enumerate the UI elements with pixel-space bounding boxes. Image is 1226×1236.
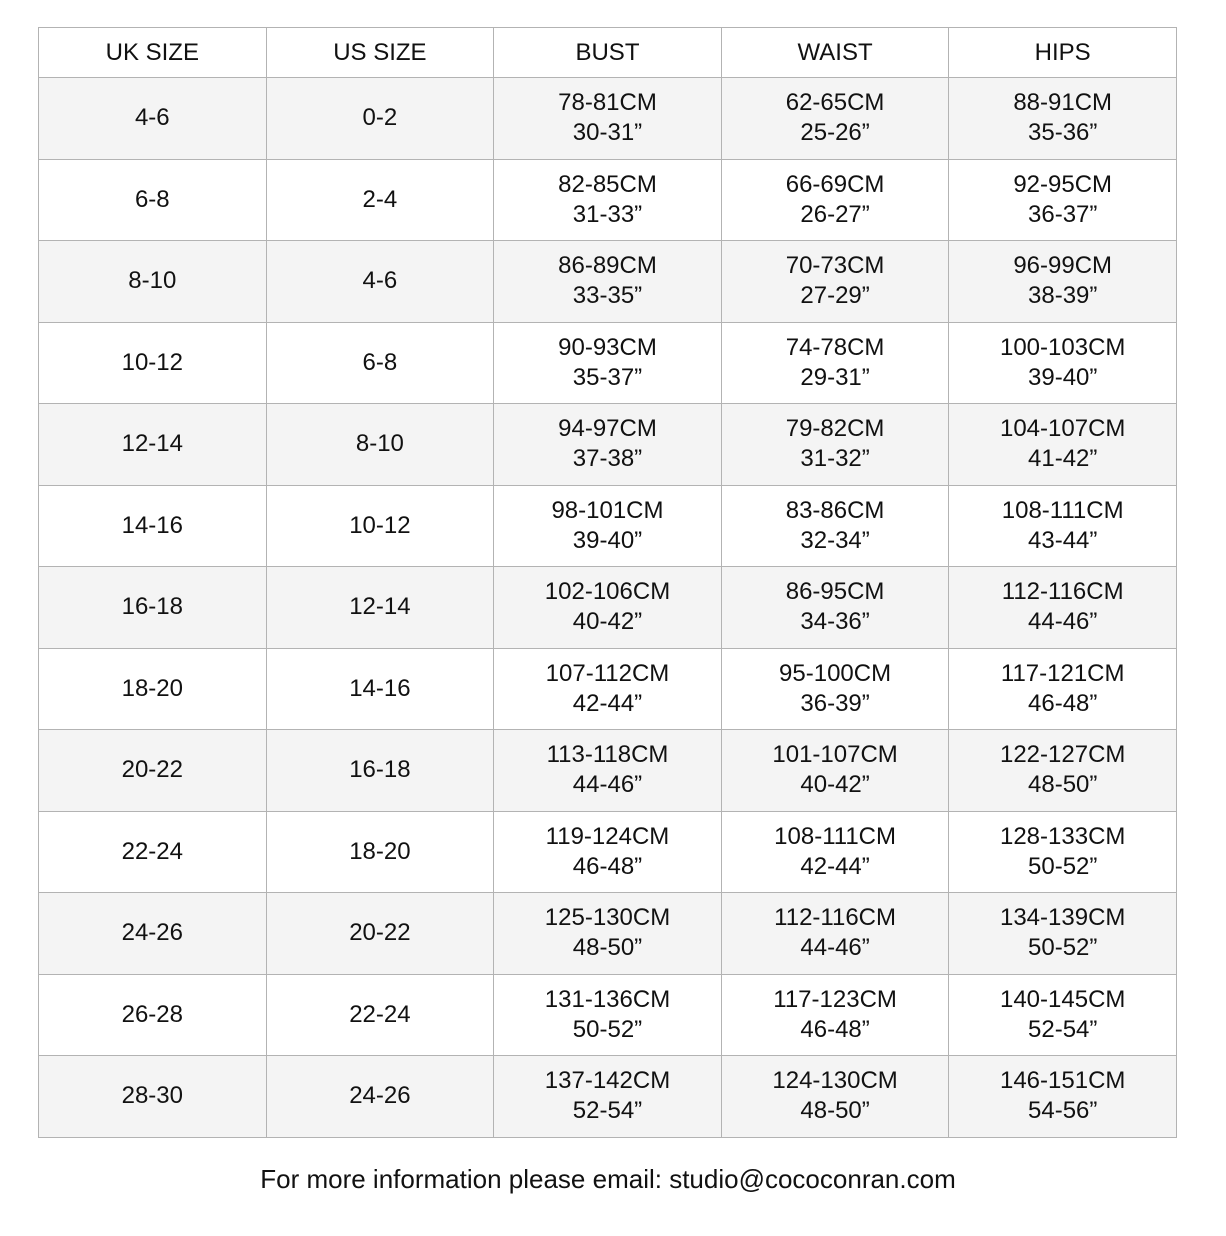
table-row <box>39 241 1177 323</box>
waist-cell-value: 40-42” <box>800 771 870 799</box>
us-size-cell-value: 22-24 <box>349 1000 411 1028</box>
waist-cell-value: 25-26” <box>800 119 870 147</box>
waist-cell <box>721 1056 949 1138</box>
header-waist: WAIST <box>721 28 949 78</box>
bust-cell-value: 30-31” <box>572 119 643 147</box>
waist-cell <box>721 648 949 730</box>
bust-cell-value: 31-33” <box>572 200 643 228</box>
uk-size-cell-value: 12-14 <box>121 430 183 458</box>
waist-cell-value: 117-123CM <box>773 985 897 1013</box>
footer-note <box>0 1164 1216 1195</box>
bust-cell <box>494 648 722 730</box>
us-size-cell-value: 0-2 <box>362 104 398 132</box>
us-size-cell <box>266 159 494 241</box>
bust-cell-value: 50-52” <box>572 1015 643 1043</box>
table-row <box>39 78 1177 160</box>
hips-cell-value: 36-37” <box>1028 200 1098 228</box>
header-us-size: US SIZE <box>266 28 494 78</box>
bust-cell-value: 107-112CM <box>545 659 670 687</box>
uk-size-cell <box>39 404 267 486</box>
waist-cell-value: 44-46” <box>800 934 870 962</box>
bust-cell-value: 52-54” <box>572 1097 643 1125</box>
hips-cell-value: 100-103CM <box>999 333 1126 361</box>
waist-cell-value: 26-27” <box>800 200 870 228</box>
waist-cell-value: 34-36” <box>800 608 870 636</box>
uk-size-cell-value: 4-6 <box>134 104 170 132</box>
table-row <box>39 322 1177 404</box>
us-size-cell-value: 20-22 <box>349 919 411 947</box>
uk-size-cell-value: 18-20 <box>121 674 183 702</box>
hips-cell <box>949 974 1177 1056</box>
hips-cell <box>949 78 1177 160</box>
uk-size-cell <box>39 811 267 893</box>
bust-cell-value: 39-40” <box>572 526 643 554</box>
bust-cell-value: 98-101CM <box>551 496 664 524</box>
bust-cell <box>494 159 722 241</box>
bust-cell-value: 113-118CM <box>546 741 669 769</box>
waist-cell-value: 79-82CM <box>785 415 885 443</box>
us-size-cell <box>266 241 494 323</box>
table-row <box>39 1056 1177 1138</box>
header-row <box>39 28 1177 78</box>
waist-cell-value: 31-32” <box>800 445 870 473</box>
bust-cell <box>494 78 722 160</box>
hips-cell-value: 35-36” <box>1028 119 1098 147</box>
waist-cell-value: 62-65CM <box>785 89 885 117</box>
us-size-cell <box>266 811 494 893</box>
hips-cell-value: 134-139CM <box>999 904 1126 932</box>
hips-cell-value: 44-46” <box>1028 608 1098 636</box>
bust-cell-value: 46-48” <box>572 852 643 880</box>
waist-cell-value: 29-31” <box>800 363 870 391</box>
hips-cell-value: 54-56” <box>1028 1097 1098 1125</box>
uk-size-cell <box>39 78 267 160</box>
hips-cell <box>949 485 1177 567</box>
hips-cell-value: 112-116CM <box>1001 578 1124 606</box>
hips-cell <box>949 811 1177 893</box>
waist-cell-value: 101-107CM <box>772 741 898 769</box>
us-size-cell-value: 4-6 <box>362 267 398 295</box>
table-row <box>39 485 1177 567</box>
us-size-cell <box>266 322 494 404</box>
waist-cell-value: 83-86CM <box>785 496 885 524</box>
hips-cell-value: 104-107CM <box>999 415 1126 443</box>
bust-cell <box>494 974 722 1056</box>
uk-size-cell-value: 16-18 <box>121 593 183 621</box>
bust-cell <box>494 241 722 323</box>
waist-cell-value: 112-116CM <box>774 904 896 932</box>
header-uk-size: UK SIZE <box>39 28 267 78</box>
bust-cell-value: 90-93CM <box>558 333 657 361</box>
hips-cell-value: 52-54” <box>1028 1015 1098 1043</box>
us-size-cell-value: 8-10 <box>355 430 404 458</box>
hips-cell <box>949 1056 1177 1138</box>
us-size-cell-value: 6-8 <box>362 348 398 376</box>
hips-cell-value: 88-91CM <box>1013 89 1113 117</box>
us-size-cell <box>266 404 494 486</box>
hips-cell-value: 50-52” <box>1028 852 1098 880</box>
uk-size-cell <box>39 730 267 812</box>
uk-size-cell-value: 26-28 <box>121 1000 183 1028</box>
bust-cell <box>494 404 722 486</box>
us-size-cell-value: 16-18 <box>349 756 411 784</box>
hips-cell-value: 39-40” <box>1028 363 1098 391</box>
hips-cell-value: 50-52” <box>1028 934 1098 962</box>
bust-cell-value: 33-35” <box>572 282 643 310</box>
uk-size-cell-value: 22-24 <box>121 837 183 865</box>
hips-cell-value: 92-95CM <box>1013 170 1113 198</box>
bust-cell-value: 131-136CM <box>544 985 671 1013</box>
uk-size-cell <box>39 159 267 241</box>
bust-cell-value: 42-44” <box>572 689 643 717</box>
hips-cell <box>949 322 1177 404</box>
table-row <box>39 159 1177 241</box>
bust-cell-value: 78-81CM <box>558 89 657 117</box>
hips-cell <box>949 730 1177 812</box>
waist-cell-value: 36-39” <box>800 689 870 717</box>
waist-cell-value: 74-78CM <box>785 333 885 361</box>
hips-cell-value: 122-127CM <box>999 741 1126 769</box>
us-size-cell-value: 2-4 <box>362 185 398 213</box>
waist-cell-value: 66-69CM <box>785 170 885 198</box>
bust-cell-value: 94-97CM <box>558 415 657 443</box>
hips-cell-value: 96-99CM <box>1013 252 1113 280</box>
us-size-cell <box>266 567 494 649</box>
uk-size-cell <box>39 485 267 567</box>
us-size-cell-value: 10-12 <box>349 511 411 539</box>
us-size-cell-value: 14-16 <box>349 674 411 702</box>
us-size-cell <box>266 974 494 1056</box>
waist-cell-value: 108-111CM <box>774 822 896 850</box>
header-hips: HIPS <box>949 28 1177 78</box>
waist-cell-value: 32-34” <box>800 526 870 554</box>
table-row <box>39 404 1177 486</box>
bust-cell-value: 119-124CM <box>545 822 670 850</box>
waist-cell-value: 95-100CM <box>779 659 892 687</box>
waist-cell <box>721 811 949 893</box>
us-size-cell <box>266 893 494 975</box>
bust-cell-value: 137-142CM <box>544 1067 671 1095</box>
waist-cell-value: 46-48” <box>800 1015 870 1043</box>
us-size-cell-value: 18-20 <box>349 837 411 865</box>
table-row <box>39 974 1177 1056</box>
hips-cell-value: 128-133CM <box>999 822 1126 850</box>
size-chart-table <box>38 27 1177 1138</box>
bust-cell-value: 48-50” <box>572 934 643 962</box>
bust-cell <box>494 485 722 567</box>
waist-cell <box>721 78 949 160</box>
hips-cell-value: 48-50” <box>1028 771 1098 799</box>
uk-size-cell-value: 8-10 <box>128 267 177 295</box>
bust-cell <box>494 893 722 975</box>
hips-cell <box>949 567 1177 649</box>
uk-size-cell <box>39 322 267 404</box>
uk-size-cell <box>39 1056 267 1138</box>
bust-cell-value: 125-130CM <box>544 904 671 932</box>
uk-size-cell-value: 10-12 <box>121 348 183 376</box>
table-row <box>39 893 1177 975</box>
us-size-cell <box>266 78 494 160</box>
uk-size-cell <box>39 648 267 730</box>
waist-cell-value: 42-44” <box>800 852 870 880</box>
us-size-cell <box>266 730 494 812</box>
bust-cell <box>494 567 722 649</box>
hips-cell-value: 117-121CM <box>1000 659 1125 687</box>
bust-cell-value: 44-46” <box>572 771 643 799</box>
waist-cell-value: 27-29” <box>800 282 870 310</box>
bust-cell-value: 40-42” <box>572 608 643 636</box>
us-size-cell <box>266 485 494 567</box>
hips-cell-value: 146-151CM <box>999 1067 1126 1095</box>
footer-text: For more information please email: <box>260 1164 670 1194</box>
waist-cell-value: 48-50” <box>800 1097 870 1125</box>
waist-cell <box>721 485 949 567</box>
bust-cell-value: 82-85CM <box>558 170 657 198</box>
table-row <box>39 648 1177 730</box>
uk-size-cell-value: 24-26 <box>121 919 183 947</box>
bust-cell <box>494 322 722 404</box>
hips-cell-value: 43-44” <box>1028 526 1098 554</box>
hips-cell <box>949 648 1177 730</box>
table-body <box>39 78 1177 1138</box>
waist-cell <box>721 974 949 1056</box>
waist-cell-value: 70-73CM <box>785 252 885 280</box>
waist-cell <box>721 567 949 649</box>
hips-cell-value: 46-48” <box>1028 689 1098 717</box>
waist-cell <box>721 159 949 241</box>
uk-size-cell-value: 6-8 <box>134 185 170 213</box>
us-size-cell-value: 12-14 <box>349 593 411 621</box>
bust-cell-value: 102-106CM <box>544 578 671 606</box>
hips-cell <box>949 241 1177 323</box>
bust-cell <box>494 1056 722 1138</box>
bust-cell-value: 86-89CM <box>558 252 657 280</box>
uk-size-cell <box>39 893 267 975</box>
table-row <box>39 730 1177 812</box>
us-size-cell <box>266 1056 494 1138</box>
bust-cell <box>494 730 722 812</box>
hips-cell-value: 140-145CM <box>999 985 1126 1013</box>
bust-cell <box>494 811 722 893</box>
header-bust: BUST <box>494 28 722 78</box>
bust-cell-value: 35-37” <box>572 363 643 391</box>
uk-size-cell <box>39 974 267 1056</box>
table-row <box>39 567 1177 649</box>
us-size-cell-value: 24-26 <box>349 1082 411 1110</box>
hips-cell <box>949 893 1177 975</box>
contact-email-link[interactable]: studio@cococonran.com <box>669 1164 956 1194</box>
hips-cell-value: 38-39” <box>1028 282 1098 310</box>
hips-cell-value: 41-42” <box>1028 445 1098 473</box>
waist-cell-value: 124-130CM <box>772 1067 898 1095</box>
waist-cell <box>721 404 949 486</box>
hips-cell <box>949 404 1177 486</box>
uk-size-cell-value: 14-16 <box>121 511 183 539</box>
waist-cell <box>721 730 949 812</box>
uk-size-cell-value: 20-22 <box>121 756 183 784</box>
waist-cell <box>721 241 949 323</box>
waist-cell <box>721 322 949 404</box>
bust-cell-value: 37-38” <box>572 445 643 473</box>
hips-cell-value: 108-111CM <box>1001 496 1124 524</box>
us-size-cell <box>266 648 494 730</box>
uk-size-cell-value: 28-30 <box>121 1082 183 1110</box>
waist-cell-value: 86-95CM <box>785 578 885 606</box>
hips-cell <box>949 159 1177 241</box>
waist-cell <box>721 893 949 975</box>
uk-size-cell <box>39 567 267 649</box>
uk-size-cell <box>39 241 267 323</box>
table-row <box>39 811 1177 893</box>
